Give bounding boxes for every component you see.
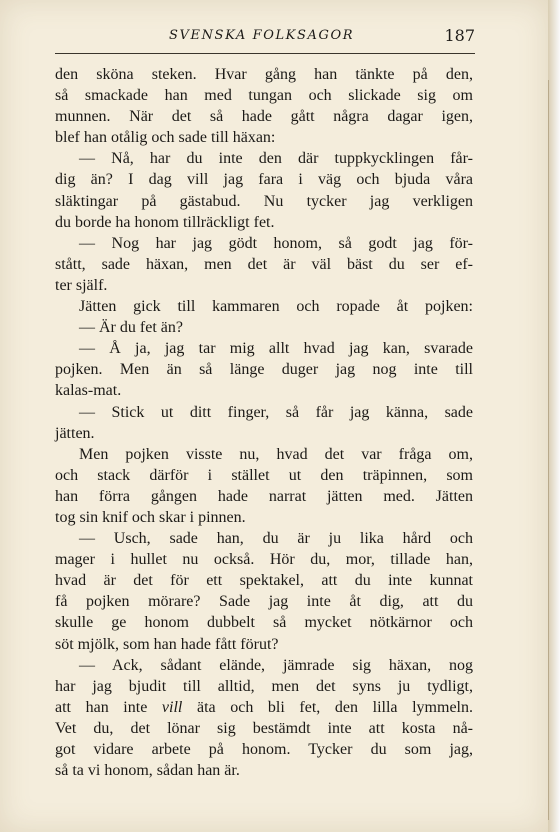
running-head [55,26,475,50]
page-edge-line [548,80,549,820]
text-line: — Stick ut ditt finger, så får jag känna, sade [79,403,473,421]
text-line: du borde ha honom tillräckligt fet. [55,213,275,231]
running-title: SVENSKA FOLKSAGOR [169,28,355,43]
text-line: — Nog har jag gödt honom, så godt jag för- [79,234,473,252]
text-line: dig än? I dag vill jag fara i väg och bjuda våra [55,171,473,189]
text-line: hvad är det för ett spektakel, att du inte kunnat [55,572,473,590]
text-line: mager i hullet nu också. Hör du, mor, tillade han, [55,551,473,569]
text-line: blef han otålig och sade till häxan: [55,129,276,147]
text-line: Vet du, det lönar sig bestämdt inte att kosta nå- [55,719,473,737]
text-line: pojken. Men än så länge duger jag nog inte till [55,361,473,379]
text-line: få pojken mörare? Sade jag inte åt dig, att du [55,593,473,611]
italic-word: vill [161,698,183,716]
text-line: — Å ja, jag tar mig allt hvad jag kan, svarade [79,340,473,358]
text-line: — Nå, har du inte den där tuppkycklingen får- [79,150,473,168]
text-line: got vidare arbete på honom. Tycker du som jag, [55,741,473,758]
text-line: munnen. När det så hade gått några dagar igen, [55,108,473,126]
text-line: — Är du fet än? [79,319,183,337]
text-line: Jätten gick till kammaren och ropade åt pojken: [79,298,473,316]
text-line: släktingar på gästabud. Nu tycker jag verkligen [55,192,473,210]
page-number: 187 [444,26,475,45]
text-line: ter själf. [55,276,108,294]
text-line: tog sin knif och skar i pinnen. [55,508,246,526]
text-line: kalas-mat. [55,382,122,400]
text-line: — Ack, sådant elände, jämrade sig häxan, nog [79,656,473,674]
body-text [55,64,473,781]
text-line: jätten. [55,424,95,442]
text-line: han förra gången hade narrat jätten med. Jätten [55,487,473,505]
text-line: söt mjölk, som han hade fått förut? [55,635,279,653]
header-rule [55,53,475,54]
text-line: stått, sade häxan, men det är väl bäst du ser ef- [55,255,473,273]
text-line: Men pojken visste nu, hvad det var fråga om, [79,445,473,463]
page-edge [548,0,560,832]
text-line: den sköna steken. Hvar gång han tänkte på den, [55,66,473,83]
text-line: så ta vi honom, sådan han är. [55,762,240,780]
text-line: skulle ge honom dubbelt så mycket nötkärnor och [55,614,473,632]
text-line: så smackade han med tungan och slickade sig om [55,87,473,105]
text-line: att han inte vill äta och bli fet, den lilla lymmeln. [55,698,473,716]
text-line: — Usch, sade han, du är ju lika hård och [79,530,473,548]
text-line: och stack därför i stället ut den träpinnen, som [55,466,473,484]
text-line: har jag bjudit till alltid, men det syns ju tydligt, [55,677,473,695]
